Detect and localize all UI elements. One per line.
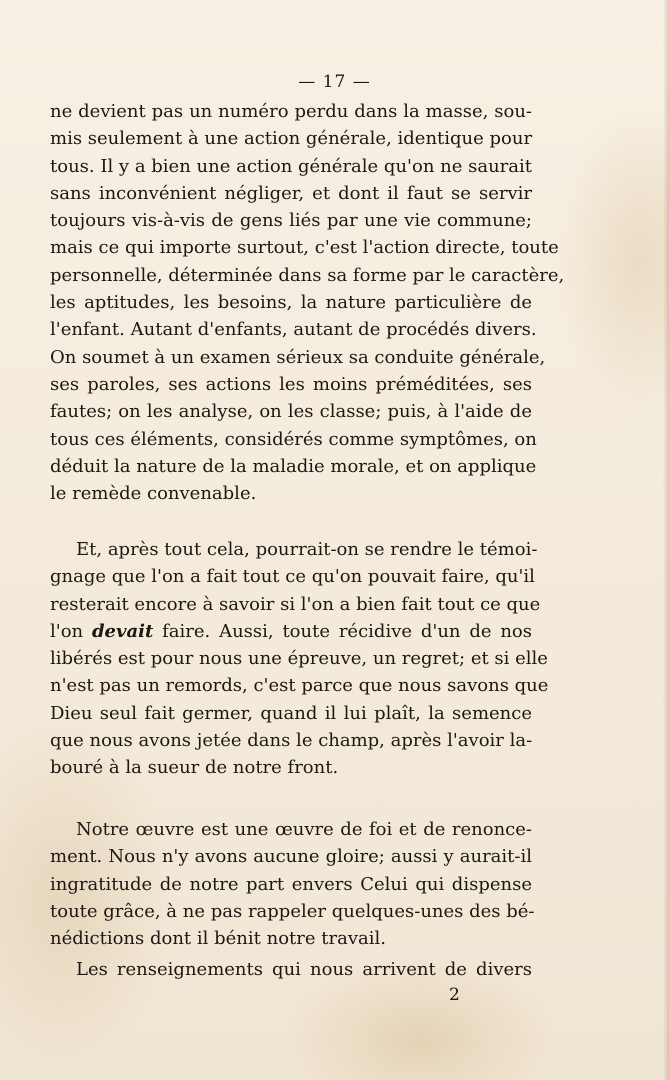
text-line: personnelle, déterminée dans sa forme par le caractère, — [50, 264, 565, 286]
italic-word: devait — [91, 620, 154, 642]
paragraph-1 — [50, 98, 565, 507]
signature-mark: 2 — [449, 985, 460, 1005]
text-line: nédictions dont il bénit notre travail. — [50, 928, 386, 950]
text-line: libérés est pour nous une épreuve, un regret; et si elle — [50, 648, 548, 670]
text-line: ses paroles, ses actions les moins préméditées, ses — [50, 373, 532, 395]
text-line: ment. Nous n'y avons aucune gloire; aussi y aurait-il — [50, 846, 532, 868]
text-line: que nous avons jetée dans le champ, après l'avoir la- — [50, 730, 533, 752]
text-line: tous ces éléments, considérés comme symptômes, on — [50, 428, 537, 450]
text-line: les aptitudes, les besoins, la nature particulière de — [50, 292, 532, 314]
text-line: tous. Il y a bien une action générale qu'on ne saurait — [50, 155, 532, 177]
text-line: Les renseignements qui nous arrivent de divers — [76, 959, 532, 980]
text-line: toute grâce, à ne pas rappeler quelques-unes des bé- — [50, 900, 535, 922]
text-line: resterait encore à savoir si l'on a bien fait tout ce que — [50, 593, 541, 615]
text-line: fautes; on les analyse, on les classe; puis, à l'aide de — [50, 401, 532, 423]
text-line: toujours vis-à-vis de gens liés par une vie commune; — [50, 210, 532, 232]
text-fragment: l'on — [50, 620, 92, 642]
text-line: On soumet à un examen sérieux sa conduite générale, — [50, 346, 546, 368]
text-line: bouré à la sueur de notre front. — [50, 757, 339, 779]
text-line: mais ce qui importe surtout, c'est l'action directe, toute — [50, 237, 559, 259]
paragraph-2 — [50, 536, 549, 782]
text-line: Et, après tout cela, pourrait-on se rendre le témoi- — [76, 539, 538, 560]
text-line: l'enfant. Autant d'enfants, autant de procédés divers. — [50, 319, 537, 341]
text-line-with-italic — [50, 618, 532, 645]
page-edge-shadow — [663, 0, 669, 1080]
text-line: déduit la nature de la maladie morale, et on applique — [50, 455, 537, 477]
text-fragment: faire. Aussi, toute récidive d'un de nos — [153, 620, 533, 642]
paragraph-4 — [50, 956, 532, 983]
text-line: gnage que l'on a fait tout ce qu'on pouvait faire, qu'il — [50, 566, 535, 588]
text-line: Dieu seul fait germer, quand il lui plaît, la semence — [50, 702, 532, 724]
text-line: Notre œuvre est une œuvre de foi et de renonce- — [76, 819, 532, 840]
text-line: sans inconvénient négliger, et dont il faut se servir — [50, 182, 532, 204]
page-number: — 17 — — [298, 72, 371, 92]
text-line: le remède convenable. — [50, 483, 257, 505]
text-line: mis seulement à une action générale, identique pour — [50, 128, 533, 150]
text-line: n'est pas un remords, c'est parce que nous savons que — [50, 675, 549, 697]
text-line: ingratitude de notre part envers Celui qui dispense — [50, 873, 532, 895]
paragraph-3 — [50, 816, 535, 952]
text-line: ne devient pas un numéro perdu dans la masse, sou- — [50, 101, 532, 122]
